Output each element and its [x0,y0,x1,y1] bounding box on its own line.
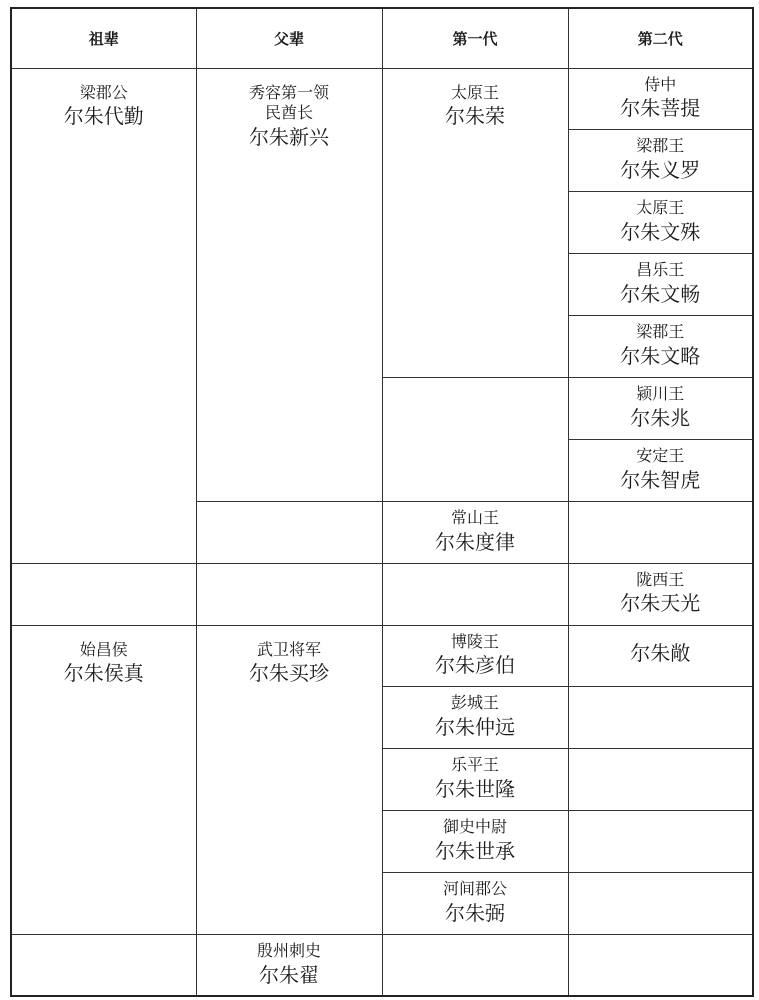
first-gen-cell-empty [382,934,568,996]
person-title: 河间郡公 [442,879,507,899]
person-name: 尔朱文略 [620,343,701,368]
person-title: 安定王 [636,445,685,465]
person-title: 御史中尉 [442,817,507,837]
person-name: 尔朱弼 [445,900,505,925]
second-gen-cell [568,192,753,254]
person-title: 昌乐王 [636,260,685,280]
header-row [11,8,753,68]
grandparent-cell-empty [11,563,196,625]
grandparent-cell [11,625,196,934]
second-gen-cell [568,68,753,130]
header-first-gen: 第一代 [382,8,568,68]
parent-cell [196,625,382,934]
person-name: 尔朱兆 [630,405,691,430]
first-gen-cell [382,873,568,935]
header-grandparent: 祖辈 [11,8,196,68]
second-gen-cell [568,439,753,501]
table-row [11,625,753,687]
second-gen-cell [568,130,753,192]
parent-cell [196,68,382,501]
first-gen-cell [382,749,568,811]
grandparent-cell-empty [11,934,196,996]
table-row [11,934,753,996]
table-row [11,68,753,130]
second-gen-cell-empty [568,811,753,873]
person-name: 尔朱智虎 [620,467,701,492]
person-name: 尔朱菩提 [620,96,701,121]
person-name: 尔朱代勤 [63,104,144,129]
person-name: 尔朱度律 [435,529,515,554]
person-title: 殷州刺史 [256,940,321,960]
person-title-line2: 民酋长 [264,103,313,123]
person-title: 始昌侯 [79,639,128,659]
person-title: 彭城王 [450,693,499,713]
person-title: 侍中 [644,74,677,94]
person-name: 尔朱荣 [445,104,505,129]
second-gen-cell [568,563,753,625]
first-gen-cell [382,687,568,749]
person-title: 颍川王 [636,383,685,403]
grandparent-cell [11,68,196,563]
person-title: 陇西王 [636,569,685,589]
person-name: 尔朱文畅 [620,281,701,306]
person-title: 太原王 [450,82,499,102]
person-name: 尔朱仲远 [435,715,515,740]
header-second-gen: 第二代 [568,8,753,68]
second-gen-cell-empty [568,501,753,563]
first-gen-cell-empty [382,563,568,625]
person-title: 乐平王 [450,755,499,775]
parent-cell-empty [196,563,382,625]
person-name: 尔朱买珍 [249,661,329,686]
second-gen-cell [568,254,753,316]
person-name: 尔朱侯真 [63,661,144,686]
person-title: 常山王 [450,507,499,527]
person-title: 武卫将军 [256,639,321,659]
person-name: 尔朱彦伯 [435,653,515,678]
second-gen-cell [568,316,753,378]
person-title: 梁郡王 [636,136,685,156]
table-row [11,563,753,625]
person-name: 尔朱敞 [630,640,691,665]
header-parent: 父辈 [196,8,382,68]
first-gen-cell [382,501,568,563]
first-gen-cell [382,68,568,377]
person-title: 秀容第一领 [248,82,329,102]
genealogy-table [10,7,754,997]
person-name: 尔朱翟 [259,962,319,987]
second-gen-cell-empty [568,687,753,749]
person-name: 尔朱世隆 [435,777,515,802]
person-title: 梁郡公 [79,82,128,102]
first-gen-cell [382,811,568,873]
person-name: 尔朱天光 [620,591,701,616]
person-title: 太原王 [636,198,685,218]
person-name: 尔朱义罗 [620,158,701,183]
parent-cell [196,934,382,996]
second-gen-cell-empty [568,934,753,996]
second-gen-cell-empty [568,749,753,811]
first-gen-cell [382,625,568,687]
second-gen-cell [568,377,753,439]
first-gen-cell-empty [382,377,568,501]
person-title: 梁郡王 [636,322,685,342]
person-name: 尔朱新兴 [249,125,329,150]
person-name: 尔朱世承 [435,838,515,863]
person-name: 尔朱文殊 [620,220,701,245]
second-gen-cell [568,625,753,687]
parent-cell-empty [196,501,382,563]
second-gen-cell-empty [568,873,753,935]
person-title: 博陵王 [450,631,499,651]
